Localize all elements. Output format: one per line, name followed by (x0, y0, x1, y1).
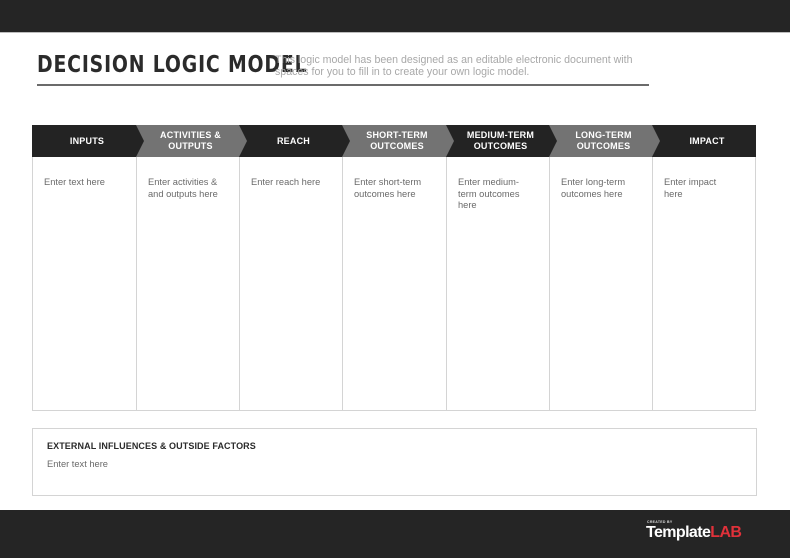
header-row (32, 125, 756, 157)
column-header-label: ACTIVITIES & OUTPUTS (160, 130, 221, 151)
column-header-label: INPUTS (69, 135, 105, 146)
cell-medium-term[interactable] (447, 157, 550, 410)
column-header-inputs (32, 125, 136, 157)
top-banner (0, 0, 790, 33)
column-header-long-term (549, 125, 652, 157)
cell-placeholder[interactable]: Enter medium-term outcomes here (458, 177, 520, 210)
brand-created-by: CREATED BY (647, 520, 673, 524)
cell-activities[interactable] (137, 157, 240, 410)
body-row (32, 157, 756, 411)
cell-long-term[interactable] (550, 157, 653, 410)
column-header-activities (136, 125, 239, 157)
column-header-medium-term (446, 125, 549, 157)
cell-inputs[interactable] (33, 157, 137, 410)
column-header-reach (239, 125, 342, 157)
column-header-short-term (342, 125, 446, 157)
cell-placeholder[interactable]: Enter long-term outcomes here (561, 177, 626, 199)
cell-placeholder[interactable]: Enter reach here (251, 177, 321, 187)
brand-wordmark-lab: LAB (710, 524, 742, 541)
external-factors-placeholder[interactable]: Enter text here (47, 459, 108, 469)
brand-wordmark (646, 524, 741, 542)
top-banner-edge (0, 32, 790, 33)
footer-banner (0, 510, 790, 558)
page-subtitle: This logic model has been designed as an editable electronic document with spaces for you to fill in to create your own logic model. (275, 54, 633, 78)
logic-model-table (32, 125, 756, 411)
column-header-label: IMPACT (689, 135, 725, 146)
cell-impact[interactable] (653, 157, 756, 410)
cell-placeholder[interactable]: Enter impact here (664, 177, 717, 199)
external-factors-title: EXTERNAL INFLUENCES & OUTSIDE FACTORS (47, 441, 256, 451)
external-factors-box[interactable] (32, 428, 757, 496)
brand-wordmark-template: Template (646, 524, 711, 541)
column-header-label: LONG-TERM OUTCOMES (575, 130, 632, 151)
column-header-label: REACH (276, 135, 310, 146)
cell-reach[interactable] (240, 157, 343, 410)
page-title: DECISION LOGIC MODEL (37, 52, 308, 78)
cell-placeholder[interactable]: Enter short-term outcomes here (354, 177, 422, 199)
column-header-label: MEDIUM-TERM OUTCOMES (466, 130, 535, 151)
cell-short-term[interactable] (343, 157, 447, 410)
title-divider (37, 84, 649, 86)
cell-placeholder[interactable]: Enter text here (44, 177, 105, 187)
cell-placeholder[interactable]: Enter activities & and outputs here (148, 177, 218, 199)
column-header-label: SHORT-TERM OUTCOMES (366, 130, 428, 151)
column-header-impact (652, 125, 756, 157)
